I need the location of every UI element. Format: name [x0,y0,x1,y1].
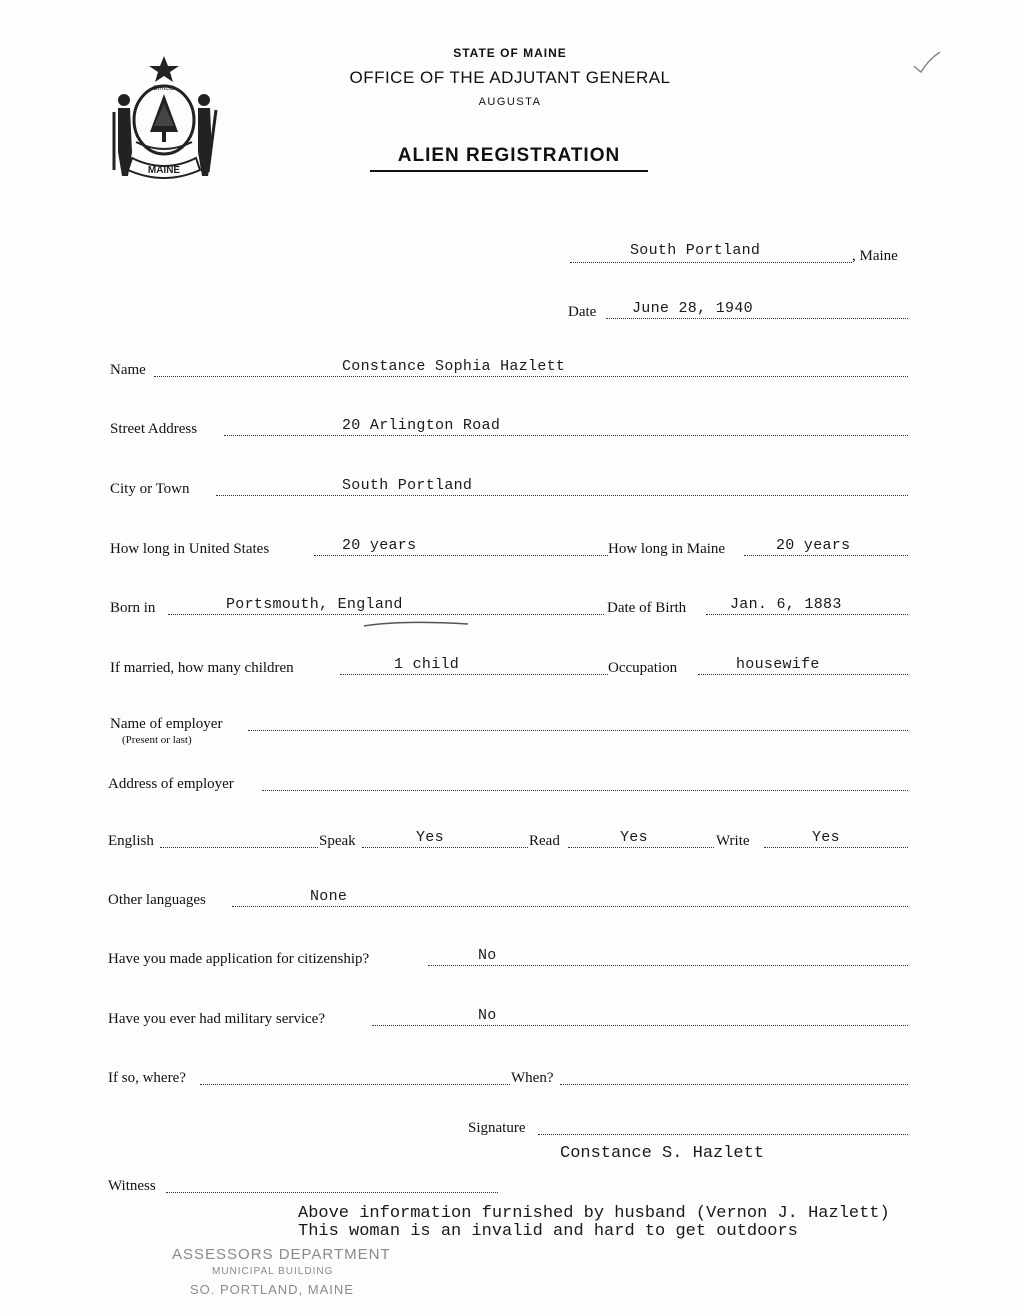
military-value[interactable]: No [478,1007,497,1024]
place-suffix: , Maine [852,248,898,264]
other-languages-label: Other languages [108,892,206,908]
children-value[interactable]: 1 child [394,656,460,673]
us-time-label: How long in United States [110,541,270,557]
maine-time-line [744,555,908,556]
us-time-line [314,555,608,556]
born-in-value[interactable]: Portsmouth, England [226,596,403,613]
name-label: Name [110,362,146,378]
office-heading: OFFICE OF THE ADJUTANT GENERAL [349,68,671,87]
place-value[interactable]: South Portland [630,242,761,259]
citizenship-line [428,965,908,966]
citizenship-label: Have you made application for citizenship? [108,951,370,967]
other-languages-line [232,906,908,907]
military-line [372,1025,908,1026]
stamp-line-2: MUNICIPAL BUILDING [212,1266,334,1277]
seal-label: MAINE [147,165,181,176]
signature-value[interactable]: Constance S. Hazlett [560,1144,765,1163]
maine-time-label: How long in Maine [608,541,726,557]
employer-address-label: Address of employer [108,776,234,792]
citizenship-value[interactable]: No [478,947,497,964]
children-label: If married, how many children [110,660,294,676]
military-label: Have you ever had military service? [108,1011,325,1027]
where-label: If so, where? [108,1070,186,1086]
children-line [340,674,608,675]
seal-motto: DIRIGO [153,86,175,92]
occupation-value[interactable]: housewife [736,656,820,673]
date-label: Date [568,304,597,320]
maine-time-value[interactable]: 20 years [776,537,851,554]
other-languages-value[interactable]: None [310,888,348,905]
employer-line[interactable] [248,730,908,731]
employer-address-line[interactable] [262,790,908,791]
english-line [160,847,318,848]
us-time-value[interactable]: 20 years [342,537,417,554]
dob-label: Date of Birth [607,600,687,616]
read-line [568,847,714,848]
write-value[interactable]: Yes [812,829,840,846]
speak-label: Speak [319,833,356,849]
city-label: City or Town [110,481,190,497]
dob-value[interactable]: Jan. 6, 1883 [730,596,842,613]
name-value[interactable]: Constance Sophia Hazlett [342,358,566,375]
employer-label: Name of employer [110,716,223,732]
where-line[interactable] [200,1084,510,1085]
dob-line [706,614,908,615]
born-in-label: Born in [110,600,156,616]
speak-line [362,847,528,848]
speak-value[interactable]: Yes [416,829,444,846]
note-line-2: This woman is an invalid and hard to get outdoors [298,1222,798,1241]
stamp-line-3: SO. PORTLAND, MAINE [190,1282,354,1297]
city-line [216,495,908,496]
place-line [570,262,852,263]
stamp-line-1: ASSESSORS DEPARTMENT [172,1246,391,1263]
employer-sublabel: (Present or last) [122,734,192,746]
name-line [154,376,908,377]
occupation-label: Occupation [608,660,678,676]
form-title: ALIEN REGISTRATION [370,145,648,172]
english-label: English [108,833,154,849]
street-label: Street Address [110,421,198,437]
underline-stroke-icon [360,618,472,630]
date-value[interactable]: June 28, 1940 [632,300,753,317]
read-value[interactable]: Yes [620,829,648,846]
occupation-line [698,674,908,675]
signature-label: Signature [468,1120,526,1136]
note-line-1: Above information furnished by husband (Vernon J. Hazlett) [298,1204,890,1223]
date-line [606,318,908,319]
street-line [224,435,908,436]
maine-state-seal-icon [108,52,220,184]
state-heading: STATE OF MAINE [453,46,567,60]
write-label: Write [716,833,750,849]
witness-line[interactable] [166,1192,498,1193]
when-label: When? [511,1070,554,1086]
born-in-line [168,614,604,615]
signature-line [538,1134,908,1135]
when-line[interactable] [560,1084,908,1085]
write-line [764,847,908,848]
check-mark-icon [912,50,942,74]
city-heading: AUGUSTA [478,96,542,108]
read-label: Read [529,833,560,849]
witness-label: Witness [108,1178,156,1194]
city-value[interactable]: South Portland [342,477,473,494]
street-value[interactable]: 20 Arlington Road [342,417,501,434]
